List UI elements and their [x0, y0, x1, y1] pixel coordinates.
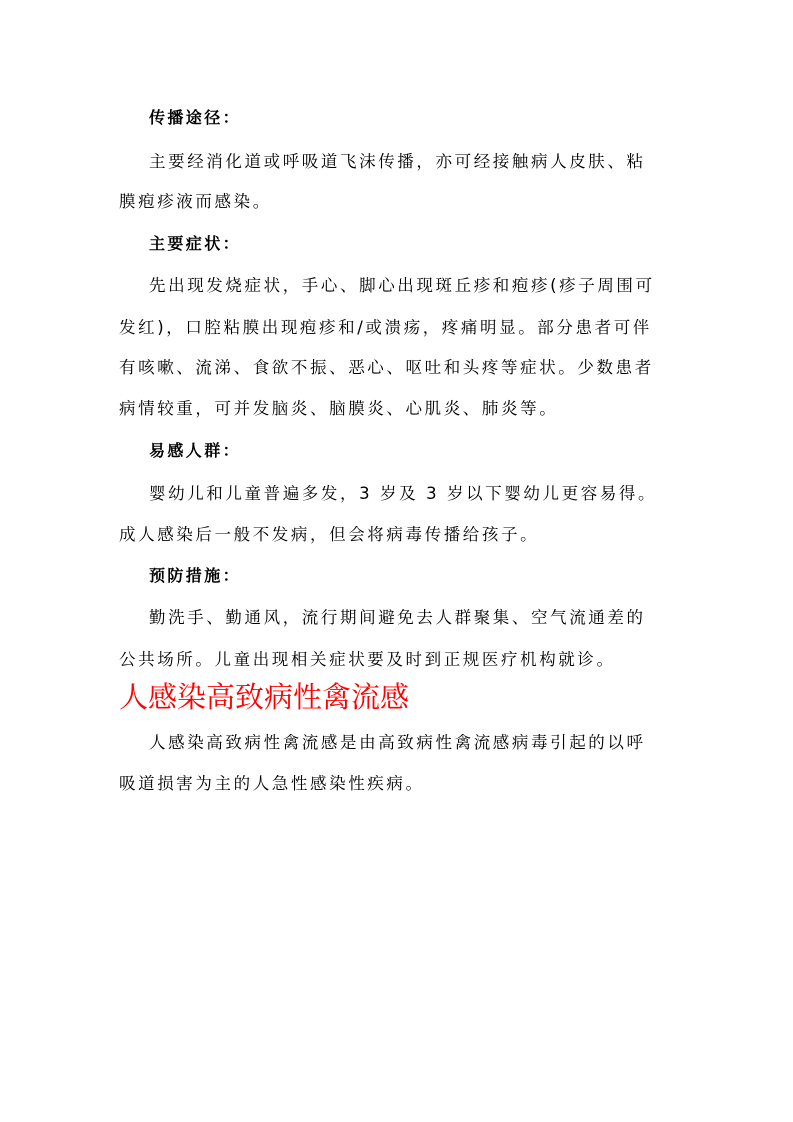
paragraph-line: 主要经消化道或呼吸道飞沫传播，亦可经接触病人皮肤、粘 — [149, 152, 646, 171]
paragraph-line: 勤洗手、勤通风，流行期间避免去人群聚集、空气流通差的 — [149, 608, 646, 627]
paragraph-line: 公共场所。儿童出现相关症状要及时到正规医疗机构就诊。 — [119, 650, 616, 669]
paragraph-line: 人感染高致病性禽流感是由高致病性禽流感病毒引起的以呼 — [149, 733, 646, 752]
paragraph-line: 病情较重，可并发脑炎、脑膜炎、心肌炎、肺炎等。 — [119, 399, 559, 418]
paragraph-line: 婴幼儿和儿童普遍多发，3 岁及 3 岁以下婴幼儿更容易得。 — [149, 484, 658, 503]
paragraph-line: 膜疱疹液而感染。 — [119, 192, 272, 211]
section-heading-symptoms: 主要症状： — [149, 234, 242, 253]
section-heading-transmission: 传播途径： — [149, 108, 242, 127]
paragraph-line: 有咳嗽、流涕、食欲不振、恶心、呕吐和头疼等症状。少数患者 — [119, 358, 654, 377]
avian-flu-title: 人感染高致病性禽流感 — [119, 680, 410, 714]
paragraph-line: 先出现发烧症状，手心、脚心出现斑丘疹和疱疹(疹子周围可 — [149, 276, 655, 295]
section-heading-susceptible-population: 易感人群： — [149, 441, 242, 460]
paragraph-line: 发红)，口腔粘膜出现疱疹和/或溃疡，疼痛明显。部分患者可伴 — [119, 318, 652, 337]
section-heading-prevention: 预防措施： — [149, 566, 242, 585]
paragraph-line: 成人感染后一般不发病，但会将病毒传播给孩子。 — [119, 525, 540, 544]
paragraph-line: 吸道损害为主的人急性感染性疾病。 — [119, 774, 425, 793]
